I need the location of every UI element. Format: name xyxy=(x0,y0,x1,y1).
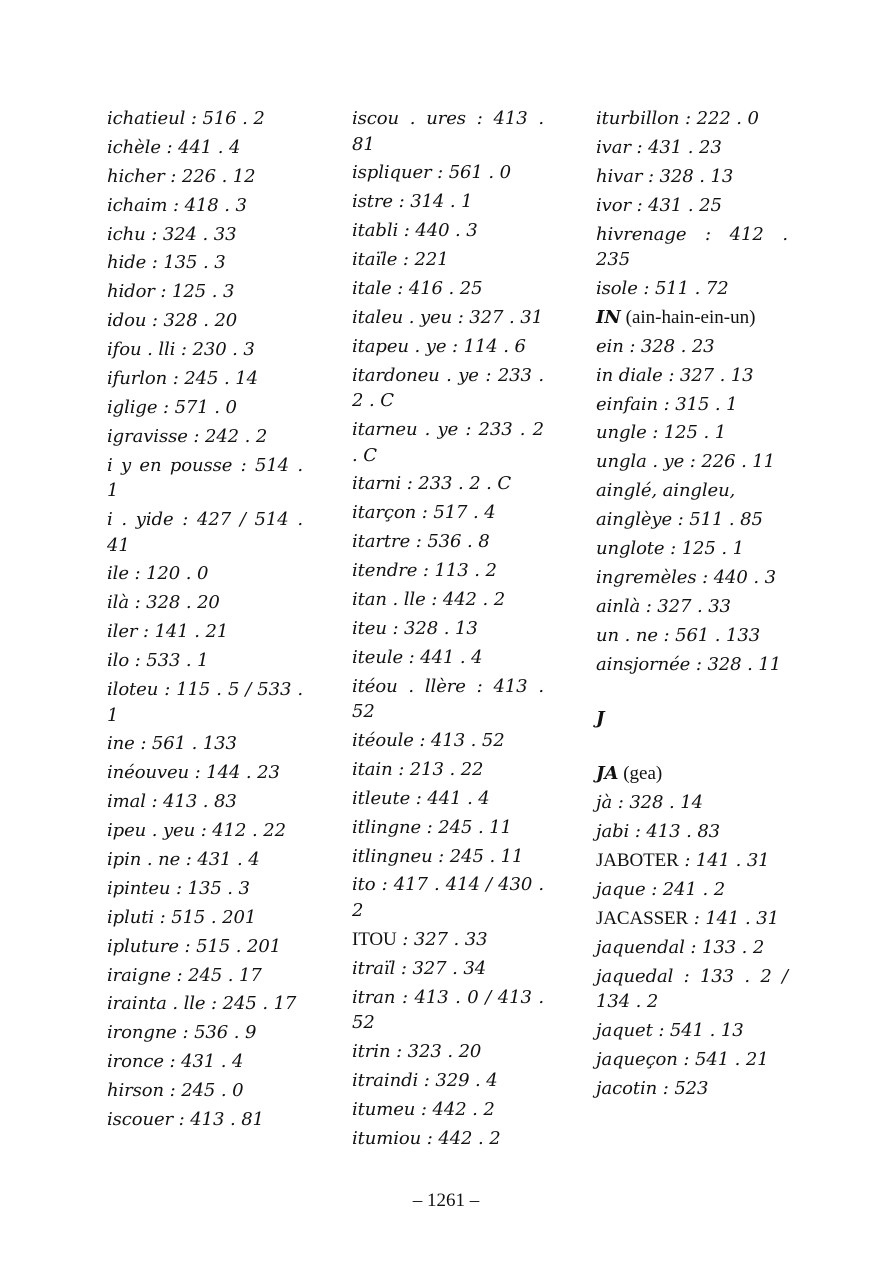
index-entry: ungle : 125 . 1 xyxy=(596,422,727,444)
index-entry: ifurlon : 245 . 14 xyxy=(107,368,258,390)
letter-heading-j: J xyxy=(596,708,605,730)
index-entry: iscou . ures : 413 . 81 xyxy=(352,108,544,155)
index-entry: hicher : 226 . 12 xyxy=(107,165,256,187)
index-entry: itapeu . ye : 114 . 6 xyxy=(352,335,526,357)
column-1 xyxy=(107,106,303,1136)
index-entry: jacotin : 523 xyxy=(596,1077,709,1099)
index-entry: ilo : 533 . 1 xyxy=(107,650,209,672)
index-entry: itale : 416 . 25 xyxy=(352,277,483,299)
index-entry: irainta . lle : 245 . 17 xyxy=(107,993,297,1015)
index-entry: un . ne : 561 . 133 xyxy=(596,624,761,646)
index-entry: iteu : 328 . 13 xyxy=(352,617,478,639)
index-entry: ungla . ye : 226 . 11 xyxy=(596,451,776,473)
index-entry-jaboter xyxy=(596,848,788,874)
index-entry: itleute : 441 . 4 xyxy=(352,787,490,809)
index-entry-itou xyxy=(352,927,544,953)
index-entry: ainglèye : 511 . 85 xyxy=(596,509,763,531)
index-entry: ironce : 431 . 4 xyxy=(107,1051,244,1073)
index-entry: einfain : 315 . 1 xyxy=(596,393,738,415)
index-entry: ainlà : 327 . 33 xyxy=(596,595,731,617)
index-entry: i . yide : 427 / 514 . 41 xyxy=(107,509,303,556)
index-entry: ainglé, aingleu, xyxy=(596,480,736,502)
index-entry: ipluture : 515 . 201 xyxy=(107,935,282,957)
index-entry: ine : 561 . 133 xyxy=(107,733,237,755)
column-3 xyxy=(596,106,788,1105)
index-entry: irongne : 536 . 9 xyxy=(107,1022,257,1044)
index-entry: hide : 135 . 3 xyxy=(107,252,226,274)
index-entry: idou : 328 . 20 xyxy=(107,310,238,332)
index-entry: iloteu : 115 . 5 / 533 . 1 xyxy=(107,679,303,726)
index-entry: ichaim : 418 . 3 xyxy=(107,194,247,216)
index-entry: ein : 328 . 23 xyxy=(596,335,715,357)
index-entry: hivrenage : 412 . 235 xyxy=(596,223,788,271)
index-entry-jacasser xyxy=(596,906,788,932)
index-entry: ichèle : 441 . 4 xyxy=(107,136,241,158)
index-entry: ivar : 431 . 23 xyxy=(596,136,722,158)
index-entry: jaquet : 541 . 13 xyxy=(596,1019,744,1041)
section-heading-label: IN xyxy=(596,306,621,328)
index-entry: itraindi : 329 . 4 xyxy=(352,1069,498,1091)
index-entry: jaquedal : 133 . 2 / 134 . 2 xyxy=(596,965,788,1013)
index-entry: hidor : 125 . 3 xyxy=(107,281,235,303)
index-entry: itardoneu . ye : 233 . 2 . C xyxy=(352,364,544,412)
entry-reference: : 141 . 31 xyxy=(678,849,770,871)
index-entry: hivar : 328 . 13 xyxy=(596,165,734,187)
index-entry: ispliquer : 561 . 0 xyxy=(352,162,511,184)
index-entry: italeu . yeu : 327 . 31 xyxy=(352,306,543,328)
index-entry: ainsjornée : 328 . 11 xyxy=(596,653,782,675)
index-entry: ipluti : 515 . 201 xyxy=(107,906,257,928)
index-entry: ivor : 431 . 25 xyxy=(596,194,722,216)
index-entry: inéouveu : 144 . 23 xyxy=(107,762,280,784)
index-entry: istre : 314 . 1 xyxy=(352,191,473,213)
index-entry: itlingne : 245 . 11 xyxy=(352,816,512,838)
index-entry: ito : 417 . 414 / 430 . 2 xyxy=(352,874,544,921)
page-number: – 1261 – xyxy=(412,1190,480,1211)
index-entry: ilà : 328 . 20 xyxy=(107,592,220,614)
index-entry: unglote : 125 . 1 xyxy=(596,537,744,559)
index-entry: iscouer : 413 . 81 xyxy=(107,1109,264,1130)
section-heading-label: JA xyxy=(596,763,619,785)
index-entry: hirson : 245 . 0 xyxy=(107,1080,244,1102)
index-entry: itan . lle : 442 . 2 xyxy=(352,588,506,610)
section-gap xyxy=(596,680,788,706)
index-entry: jà : 328 . 14 xyxy=(596,792,703,814)
index-entry: ichatieul : 516 . 2 xyxy=(107,108,265,129)
index-entry: itarneu . ye : 233 . 2 . C xyxy=(352,419,544,466)
index-entry: iglige : 571 . 0 xyxy=(107,396,237,418)
index-entry: itabli : 440 . 3 xyxy=(352,220,478,242)
index-entry: iler : 141 . 21 xyxy=(107,621,229,643)
index-entry: itaïle : 221 xyxy=(352,249,449,271)
index-entry: imal : 413 . 83 xyxy=(107,791,237,813)
index-entry: jaqueçon : 541 . 21 xyxy=(596,1048,769,1070)
index-entry: i y en pousse : 514 . 1 xyxy=(107,454,303,502)
index-entry: isole : 511 . 72 xyxy=(596,277,729,299)
index-entry: jabi : 413 . 83 xyxy=(596,821,721,843)
section-heading-note: (gea) xyxy=(618,763,663,785)
section-gap xyxy=(596,735,788,761)
index-entry: iraigne : 245 . 17 xyxy=(107,964,262,986)
index-entry: ile : 120 . 0 xyxy=(107,563,209,585)
index-entry: in diale : 327 . 13 xyxy=(596,364,754,386)
headword-caps: ITOU xyxy=(352,928,397,950)
index-entry: ipin . ne : 431 . 4 xyxy=(107,848,260,870)
headword-caps: JACASSER xyxy=(596,907,689,929)
index-entry: itlingneu : 245 . 11 xyxy=(352,845,524,867)
index-entry: itéoule : 413 . 52 xyxy=(352,730,505,752)
index-entry: itraïl : 327 . 34 xyxy=(352,957,487,979)
index-entry: itran : 413 . 0 / 413 . 52 xyxy=(352,986,544,1034)
entry-reference: : 327 . 33 xyxy=(396,928,488,950)
index-entry: itarni : 233 . 2 . C xyxy=(352,473,512,495)
index-entry: ipeu . yeu : 412 . 22 xyxy=(107,820,286,842)
index-entry: itain : 213 . 22 xyxy=(352,758,484,780)
index-entry: itartre : 536 . 8 xyxy=(352,531,490,553)
index-entry: igravisse : 242 . 2 xyxy=(107,425,268,447)
section-heading-ja xyxy=(596,761,788,787)
index-entry: iteule : 441 . 4 xyxy=(352,646,483,668)
index-entry: itendre : 113 . 2 xyxy=(352,560,497,582)
section-heading-note: (ain-hain-ein-un) xyxy=(620,306,756,328)
index-entry: ichu : 324 . 33 xyxy=(107,223,237,245)
index-entry: ingremèles : 440 . 3 xyxy=(596,566,776,588)
index-entry: ifou . lli : 230 . 3 xyxy=(107,339,255,361)
section-heading-in xyxy=(596,305,788,331)
column-2 xyxy=(352,106,544,1155)
index-entry: itarçon : 517 . 4 xyxy=(352,502,496,524)
index-entry: jaque : 241 . 2 xyxy=(596,878,726,900)
index-entry: jaquendal : 133 . 2 xyxy=(596,936,765,958)
index-entry: iturbillon : 222 . 0 xyxy=(596,108,759,129)
index-entry: itéou . llère : 413 . 52 xyxy=(352,675,544,723)
index-entry: ipinteu : 135 . 3 xyxy=(107,877,250,899)
index-entry: itrin : 323 . 20 xyxy=(352,1041,482,1063)
entry-reference: : 141 . 31 xyxy=(688,907,779,929)
index-entry: itumeu : 442 . 2 xyxy=(352,1098,495,1120)
index-entry: itumiou : 442 . 2 xyxy=(352,1127,501,1149)
headword-caps: JABOTER xyxy=(596,849,679,871)
